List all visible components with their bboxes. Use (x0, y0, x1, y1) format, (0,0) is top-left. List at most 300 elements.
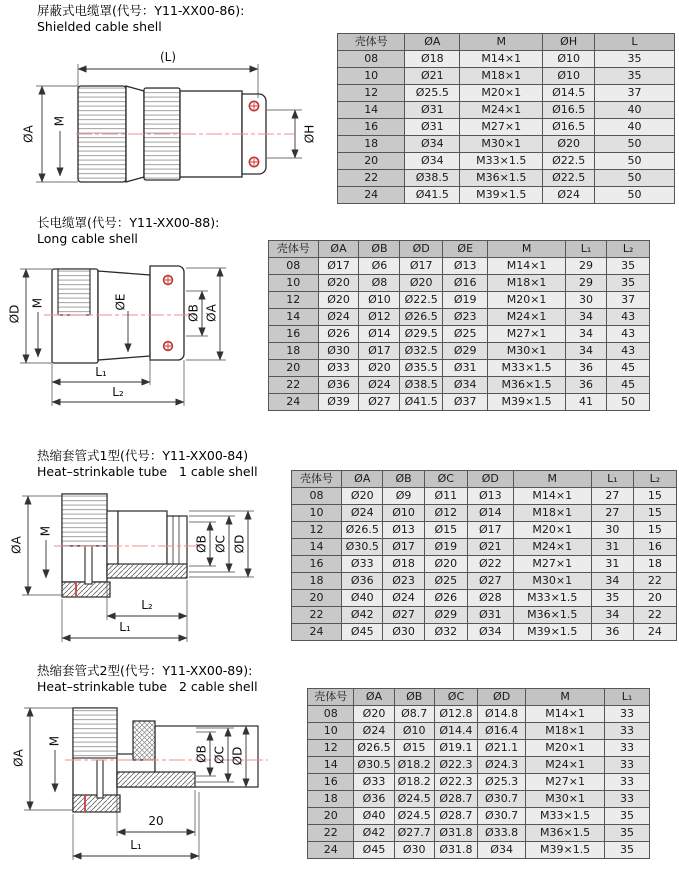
column-header: ØA (405, 34, 460, 51)
dimension-cell: M24×1 (513, 539, 591, 556)
dimension-cell: Ø33 (342, 556, 383, 573)
dimension-cell: 43 (607, 343, 650, 360)
dimension-cell: Ø36 (342, 573, 383, 590)
dimension-cell: Ø38.5 (405, 170, 460, 187)
table-row (338, 119, 675, 136)
dimension-cell: Ø8 (359, 275, 400, 292)
table-row (269, 377, 650, 394)
dimension-cell: 35 (605, 808, 650, 825)
dimension-cell: 27 (591, 505, 633, 522)
dimension-cell: Ø28.7 (434, 808, 477, 825)
dimension-cell: 37 (595, 85, 675, 102)
dimension-cell: Ø19.1 (434, 740, 477, 757)
shell-size-cell: 16 (338, 119, 405, 136)
dimension-cell: Ø34 (405, 153, 460, 170)
table-row (338, 136, 675, 153)
table-row (308, 706, 650, 723)
shell-size-cell: 10 (338, 68, 405, 85)
dimension-cell: Ø42 (354, 825, 394, 842)
dim-label-dia-d: ØD (232, 534, 247, 554)
dimension-cell: Ø41.5 (400, 394, 443, 411)
dim-label-dia-b: ØB (186, 304, 201, 322)
dimension-cell: Ø45 (354, 842, 394, 859)
section-title-zh: 长电缆罩(代号：Y11-XX00-88): (37, 215, 220, 230)
column-header: L₁ (565, 241, 607, 258)
table-row (338, 51, 675, 68)
dimension-cell: Ø40 (342, 590, 383, 607)
dimension-cell: 50 (607, 394, 650, 411)
shell-size-cell: 20 (269, 360, 319, 377)
dimension-cell: 22 (633, 573, 676, 590)
table-row (292, 590, 677, 607)
shell-size-cell: 14 (308, 757, 354, 774)
shell-size-cell: 14 (292, 539, 342, 556)
shell-size-cell: 24 (338, 187, 405, 204)
dimension-cell: Ø6 (359, 258, 400, 275)
diagram-shielded-cable-shell (10, 46, 330, 198)
column-header: ØB (359, 241, 400, 258)
dimension-cell: M24×1 (526, 757, 605, 774)
dimension-thread (31, 298, 45, 357)
mount-hole-icon (164, 276, 173, 285)
dimension-cell: 33 (605, 740, 650, 757)
dimension-cell: 50 (595, 153, 675, 170)
dimension-cell: M20×1 (513, 522, 591, 539)
dimension-cell: Ø14.4 (434, 723, 477, 740)
shell-size-cell: 18 (269, 343, 319, 360)
column-header: ØC (424, 471, 467, 488)
column-header: ØA (342, 471, 383, 488)
dimension-cell: 34 (591, 607, 633, 624)
dimension-cell: M27×1 (526, 774, 605, 791)
dimension-cell: Ø8.7 (394, 706, 434, 723)
dimension-cell: Ø20 (359, 360, 400, 377)
shell-size-cell: 20 (292, 590, 342, 607)
dim-label-dia-e: ØE (113, 293, 128, 311)
shell-size-cell: 20 (338, 153, 405, 170)
shell-size-cell: 24 (269, 394, 319, 411)
column-header: 壳体号 (338, 34, 405, 51)
column-header: ØD (478, 689, 526, 706)
dimension-cell: Ø15 (424, 522, 467, 539)
dimension-cell: Ø26 (318, 326, 359, 343)
column-header: L₂ (607, 241, 650, 258)
section-heading (37, 3, 244, 35)
dimension-cell: Ø10 (394, 723, 434, 740)
dimension-cell: Ø40 (354, 808, 394, 825)
dimension-cell: Ø24 (318, 309, 359, 326)
dim-label-dia-a: ØA (204, 304, 219, 322)
column-header: ØD (467, 471, 513, 488)
table-row (308, 825, 650, 842)
dimension-cell: M36×1.5 (526, 825, 605, 842)
dim-label-dia-d: ØD (8, 304, 22, 324)
dimension-cell: Ø33.8 (478, 825, 526, 842)
dimension-cell: 30 (591, 522, 633, 539)
dimension-cell: Ø19 (424, 539, 467, 556)
dimension-cell: Ø28 (467, 590, 513, 607)
column-header: M (488, 241, 565, 258)
dimension-cell: Ø36 (354, 791, 394, 808)
section-heading (37, 663, 258, 695)
dimension-cell: Ø29.5 (400, 326, 443, 343)
shell-size-cell: 08 (269, 258, 319, 275)
dimension-cell: Ø14.5 (543, 85, 595, 102)
dimension-thread (53, 116, 67, 176)
dimension-cell: 29 (565, 258, 607, 275)
dimension-cell: Ø29 (424, 607, 467, 624)
shell-size-cell: 16 (292, 556, 342, 573)
dimension-cell: 16 (633, 539, 676, 556)
dimension-cell: Ø24 (383, 590, 424, 607)
dimension-cell: 30 (565, 292, 607, 309)
shell-size-cell: 22 (338, 170, 405, 187)
table-row (269, 309, 650, 326)
dimension-cell: Ø18.2 (394, 757, 434, 774)
dimension-cell: Ø27 (359, 394, 400, 411)
dimension-cell: Ø14 (359, 326, 400, 343)
section-heading (37, 448, 258, 480)
dimension-cell: Ø18 (405, 51, 460, 68)
shell-size-cell: 24 (292, 624, 342, 641)
table-row (292, 505, 677, 522)
dimension-cell: Ø21 (467, 539, 513, 556)
dimension-cell: Ø41.5 (405, 187, 460, 204)
dimension-cell: Ø23 (443, 309, 488, 326)
mount-hole-icon (164, 342, 173, 351)
dimension-dia-b (189, 522, 216, 566)
table-row (292, 607, 677, 624)
shell-size-cell: 14 (338, 102, 405, 119)
table-row (308, 808, 650, 825)
dimension-cell: Ø21.1 (478, 740, 526, 757)
dim-label-20: 20 (148, 814, 164, 828)
dimension-cell: Ø20 (354, 706, 394, 723)
dimension-cell: 34 (565, 326, 607, 343)
table-header-row (308, 689, 650, 706)
table-row (269, 326, 650, 343)
dimension-cell: 37 (607, 292, 650, 309)
table-row (292, 488, 677, 505)
column-header: L₁ (605, 689, 650, 706)
dimension-cell: Ø27.7 (394, 825, 434, 842)
column-header: ØB (394, 689, 434, 706)
dimension-cell: 20 (633, 590, 676, 607)
diagram-long-cable-shell (8, 256, 258, 428)
dimension-cell: Ø20 (342, 488, 383, 505)
dimension-cell: Ø33 (354, 774, 394, 791)
shell-size-cell: 16 (269, 326, 319, 343)
dimension-cell: Ø30 (318, 343, 359, 360)
shell-size-cell: 10 (269, 275, 319, 292)
dimension-cell: M14×1 (513, 488, 591, 505)
shell-size-cell: 12 (338, 85, 405, 102)
dimension-cell: 22 (633, 607, 676, 624)
dim-label-dia-a: ØA (9, 536, 24, 554)
dimension-cell: Ø20 (424, 556, 467, 573)
section-heading (37, 215, 219, 247)
dimension-cell: Ø16.5 (543, 102, 595, 119)
dimension-cell: 45 (607, 377, 650, 394)
dimension-cell: Ø36 (318, 377, 359, 394)
dimension-cell: Ø16 (443, 275, 488, 292)
dimension-cell: M14×1 (488, 258, 565, 275)
dimension-cell: Ø20 (318, 292, 359, 309)
dimension-cell: Ø15 (394, 740, 434, 757)
dimension-cell: M18×1 (526, 723, 605, 740)
table-row (269, 275, 650, 292)
dimension-cell: 15 (633, 505, 676, 522)
column-header: ØD (400, 241, 443, 258)
dimension-cell: 34 (565, 309, 607, 326)
table-row (292, 624, 677, 641)
dim-label-dia-c: ØC (213, 535, 228, 553)
column-header: ØC (434, 689, 477, 706)
dimension-cell: Ø13 (443, 258, 488, 275)
dimension-cell: Ø30.5 (342, 539, 383, 556)
shell-size-cell: 24 (308, 842, 354, 859)
column-header: L₁ (591, 471, 633, 488)
dimension-l1 (62, 599, 187, 642)
dimension-cell: Ø31 (405, 119, 460, 136)
dimension-cell: 31 (591, 556, 633, 573)
column-header: ØH (543, 34, 595, 51)
shell-size-cell: 22 (292, 607, 342, 624)
dimension-cell: M18×1 (488, 275, 565, 292)
dim-label-dia-b: ØB (194, 535, 209, 553)
dim-label-thread: M (38, 525, 53, 537)
shell-size-cell: 12 (308, 740, 354, 757)
dimension-cell: Ø24 (359, 377, 400, 394)
dim-label-thread: M (52, 115, 67, 127)
dimension-cell: Ø24.5 (394, 808, 434, 825)
dimension-cell: 33 (605, 774, 650, 791)
dimension-cell: Ø24 (342, 505, 383, 522)
dimension-cell: 35 (595, 51, 675, 68)
dimension-dia-a (22, 86, 79, 182)
dim-label-dia-c: ØC (212, 746, 227, 764)
dimension-cell: 24 (633, 624, 676, 641)
dimension-cell: M27×1 (460, 119, 543, 136)
dimension-cell: M39×1.5 (488, 394, 565, 411)
dimension-cell: M18×1 (460, 68, 543, 85)
dimension-cell: 33 (605, 757, 650, 774)
dimension-cell: Ø23 (383, 573, 424, 590)
dimension-cell: Ø10 (543, 68, 595, 85)
dimension-cell: M36×1.5 (460, 170, 543, 187)
dimension-cell: M36×1.5 (513, 607, 591, 624)
column-header: M (460, 34, 543, 51)
section-title-zh: 热缩套管式1型(代号：Y11-XX00-84) (37, 448, 249, 463)
dimension-cell: 27 (591, 488, 633, 505)
column-header: L (595, 34, 675, 51)
dimension-cell: M14×1 (460, 51, 543, 68)
table-row (308, 757, 650, 774)
dimension-cell: 36 (565, 360, 607, 377)
dimension-cell: Ø31.8 (434, 825, 477, 842)
dimension-cell: M27×1 (488, 326, 565, 343)
dimension-table (268, 240, 650, 411)
dimension-cell: Ø27 (467, 573, 513, 590)
dimension-cell: Ø31 (443, 360, 488, 377)
section-title-zh: 屏蔽式电缆罩(代号：Y11-XX00-86): (37, 3, 245, 18)
dimension-cell: Ø14 (467, 505, 513, 522)
section-title-en: Long cable shell (37, 231, 138, 246)
dimension-cell: M39×1.5 (513, 624, 591, 641)
dimension-cell: 15 (633, 522, 676, 539)
dimension-cell: M14×1 (526, 706, 605, 723)
dimension-cell: Ø22.5 (543, 170, 595, 187)
dimension-cell: Ø30.7 (478, 791, 526, 808)
shell-size-cell: 14 (269, 309, 319, 326)
table-row (269, 394, 650, 411)
table-row (269, 360, 650, 377)
dimension-cell: 35 (607, 258, 650, 275)
table-header-row (292, 471, 677, 488)
dimension-cell: 36 (591, 624, 633, 641)
dimension-cell: Ø31.8 (434, 842, 477, 859)
table-row (308, 842, 650, 859)
dim-label-thread: M (47, 735, 62, 747)
dim-label-l1: L₁ (119, 620, 131, 634)
table-row (338, 187, 675, 204)
shell-size-cell: 08 (338, 51, 405, 68)
table-row (338, 102, 675, 119)
column-header: ØA (354, 689, 394, 706)
table-row (308, 791, 650, 808)
dimension-cell: Ø34 (478, 842, 526, 859)
dimension-dia-a (12, 708, 73, 810)
dimension-cell: 35 (607, 275, 650, 292)
dimension-cell: M27×1 (513, 556, 591, 573)
dimension-cell: Ø31 (405, 102, 460, 119)
dim-label-thread: M (30, 297, 45, 309)
column-header: ØB (383, 471, 424, 488)
dimension-cell: Ø9 (383, 488, 424, 505)
dimension-cell: Ø20 (543, 136, 595, 153)
dimension-cell: Ø24 (543, 187, 595, 204)
column-header: 壳体号 (308, 689, 354, 706)
table-row (308, 723, 650, 740)
dimension-cell: Ø18.2 (394, 774, 434, 791)
dim-label-dia-d: ØD (230, 746, 245, 766)
shell-size-cell: 12 (269, 292, 319, 309)
dim-label-dia-h: ØH (302, 124, 317, 144)
dimension-cell: M20×1 (488, 292, 565, 309)
table-header-row (338, 34, 675, 51)
shell-size-cell: 12 (292, 522, 342, 539)
dimension-cell: 40 (595, 102, 675, 119)
table-row (292, 573, 677, 590)
dimension-cell: 43 (607, 309, 650, 326)
dimension-cell: Ø10 (543, 51, 595, 68)
shell-size-cell: 10 (308, 723, 354, 740)
shell-size-cell: 08 (308, 706, 354, 723)
dim-label-dia-a: ØA (21, 125, 36, 143)
dimension-cell: Ø22.5 (400, 292, 443, 309)
dimension-cell: 50 (595, 170, 675, 187)
dimension-cell: Ø30.7 (478, 808, 526, 825)
dimension-cell: Ø14.8 (478, 706, 526, 723)
dim-label-l1: L₁ (95, 365, 107, 379)
dimension-cell: Ø21 (405, 68, 460, 85)
dimension-cell: 35 (591, 590, 633, 607)
dimension-thread (48, 736, 62, 792)
table-header-row (269, 241, 650, 258)
dimension-cell: 31 (591, 539, 633, 556)
table-row (308, 774, 650, 791)
dimension-cell: 35 (605, 842, 650, 859)
dimension-cell: 50 (595, 136, 675, 153)
table-row (292, 522, 677, 539)
dimension-cell: Ø17 (383, 539, 424, 556)
dimension-cell: Ø32.5 (400, 343, 443, 360)
dimension-cell: 18 (633, 556, 676, 573)
dimension-cell: Ø11 (424, 488, 467, 505)
dimension-cell: Ø17 (318, 258, 359, 275)
dimension-cell: Ø24 (354, 723, 394, 740)
dimension-cell: M33×1.5 (460, 153, 543, 170)
dimension-cell: Ø10 (383, 505, 424, 522)
dimension-l1 (52, 358, 150, 406)
dimension-cell: Ø20 (400, 275, 443, 292)
dimension-cell: 34 (565, 343, 607, 360)
dimension-table (337, 33, 675, 204)
dimension-cell: Ø16.5 (543, 119, 595, 136)
dimension-cell: 33 (605, 706, 650, 723)
dimension-cell: Ø26.5 (342, 522, 383, 539)
dimension-cell: Ø33 (318, 360, 359, 377)
shell-size-cell: 18 (308, 791, 354, 808)
table-row (338, 153, 675, 170)
table-row (338, 170, 675, 187)
dim-label-l1: L₁ (130, 838, 142, 852)
dim-label-dia-a: ØA (12, 749, 26, 767)
dimension-cell: M36×1.5 (488, 377, 565, 394)
dimension-cell: Ø45 (342, 624, 383, 641)
dimension-cell: M33×1.5 (513, 590, 591, 607)
dimension-cell: 34 (591, 573, 633, 590)
dimension-cell: M33×1.5 (488, 360, 565, 377)
dimension-cell: Ø29 (443, 343, 488, 360)
dimension-cell: 29 (565, 275, 607, 292)
dimension-cell: M30×1 (526, 791, 605, 808)
dimension-table (291, 470, 677, 641)
shell-size-cell: 22 (308, 825, 354, 842)
diagram-heat-shrinkable-tube-2 (12, 700, 282, 874)
dimension-cell: Ø26.5 (354, 740, 394, 757)
dimension-cell: Ø13 (467, 488, 513, 505)
dimension-cell: Ø30.5 (354, 757, 394, 774)
table-row (338, 85, 675, 102)
dimension-cell: Ø10 (359, 292, 400, 309)
table-row (269, 343, 650, 360)
dimension-cell: Ø26.5 (400, 309, 443, 326)
dimension-cell: Ø17 (359, 343, 400, 360)
dimension-cell: Ø16.4 (478, 723, 526, 740)
dimension-cell: Ø25 (424, 573, 467, 590)
section-title-en: Heat–strinkable tube 2 cable shell (37, 679, 258, 694)
dimension-cell: Ø17 (400, 258, 443, 275)
column-header: L₂ (633, 471, 676, 488)
dimension-cell: M39×1.5 (526, 842, 605, 859)
dimension-cell: Ø12 (359, 309, 400, 326)
dimension-cell: 35 (595, 68, 675, 85)
shell-size-cell: 18 (292, 573, 342, 590)
dimension-cell: Ø12.8 (434, 706, 477, 723)
column-header: 壳体号 (292, 471, 342, 488)
dimension-cell: 36 (565, 377, 607, 394)
